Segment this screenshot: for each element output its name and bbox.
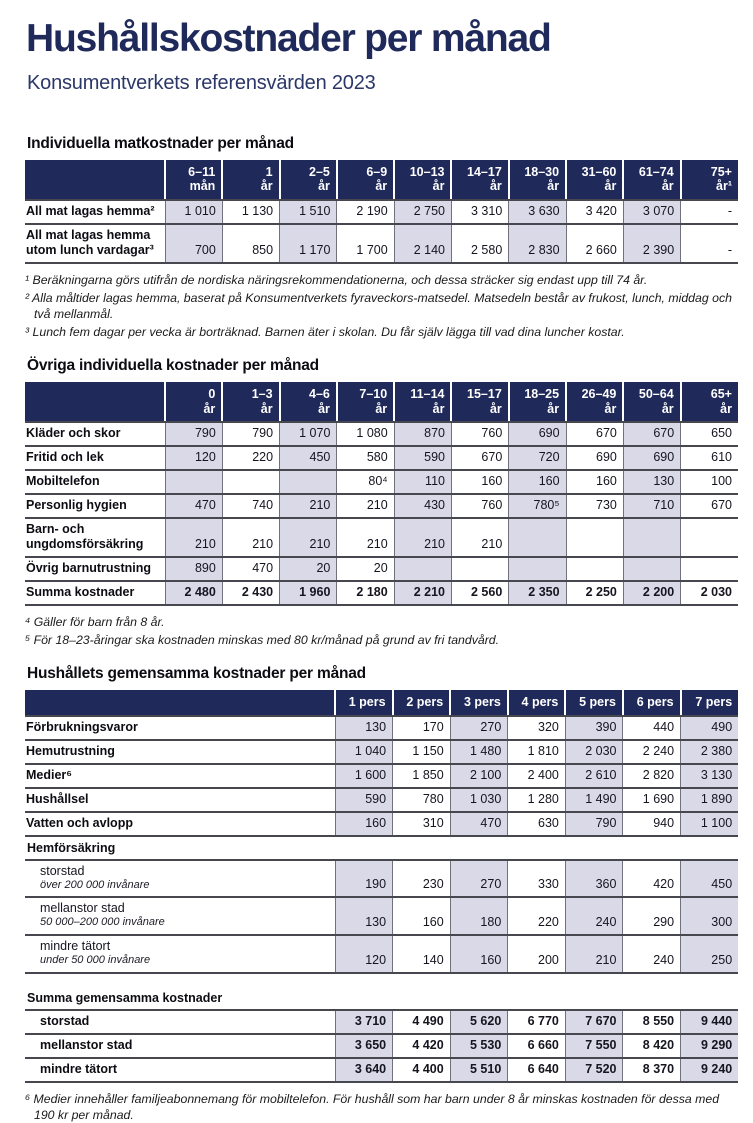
row-label-cell: Hemutrustning [25,740,335,764]
value-cell: 210 [165,518,222,557]
value-cell: 490 [681,716,739,740]
value-cell: 2 560 [451,581,508,605]
column-header-cell: 7–10 år [337,382,394,422]
value-cell: 9 240 [681,1058,739,1082]
value-cell: 2 610 [565,764,623,788]
column-header-cell: 11–14 år [394,382,451,422]
value-cell: 690 [509,422,566,446]
value-cell: 1 170 [280,224,337,263]
value-cell: 1 030 [450,788,508,812]
value-cell: 160 [335,812,393,836]
value-cell [566,518,623,557]
table-row [25,557,738,581]
value-cell: 130 [623,470,680,494]
value-cell: 940 [623,812,681,836]
value-cell: 2 210 [394,581,451,605]
value-cell: 5 530 [450,1034,508,1058]
value-cell: 210 [337,518,394,557]
value-cell: 650 [681,422,738,446]
footnote-6: ⁶ Medier innehåller familjeabonnemang för mobiltelefon. För hushåll som har barn under 8 år minskas kostnaden för dessa med 190 kr per månad. [25,1091,720,1123]
value-cell: 1 040 [335,740,393,764]
value-cell: 390 [565,716,623,740]
value-cell: 5 510 [450,1058,508,1082]
value-cell: 2 190 [337,200,394,224]
value-cell: 7 670 [565,1010,623,1034]
column-header-cell: 5 pers [565,690,623,715]
table-row [25,836,738,860]
column-header-cell: 6–9 år [337,160,394,200]
value-cell: 3 130 [681,764,739,788]
row-label-cell: Kläder och skor [25,422,165,446]
table-row [25,1034,738,1058]
value-cell: 160 [393,897,451,935]
value-cell: 670 [451,446,508,470]
column-header-cell: 4–6 år [280,382,337,422]
value-cell: 6 640 [508,1058,566,1082]
table-row [25,446,738,470]
value-cell: 2 250 [566,581,623,605]
value-cell: 160 [509,470,566,494]
value-cell: 670 [566,422,623,446]
column-header-cell: 2–5 år [280,160,337,200]
column-header-cell: 18–30 år [509,160,566,200]
value-cell: 420 [623,860,681,898]
value-cell [394,557,451,581]
row-label-cell: Personlig hygien [25,494,165,518]
value-cell: 450 [280,446,337,470]
group-header-cell: Summa gemensamma kostnader [25,987,738,1010]
value-cell: 590 [394,446,451,470]
table-corner-cell [25,382,165,422]
value-cell [509,518,566,557]
value-cell: 290 [623,897,681,935]
value-cell: 5 620 [450,1010,508,1034]
value-cell: 210 [280,494,337,518]
table-corner-cell [25,160,165,200]
value-cell [623,518,680,557]
value-cell: 2 030 [565,740,623,764]
value-cell: 2 660 [566,224,623,263]
value-cell: 2 100 [450,764,508,788]
table-row [25,740,738,764]
value-cell: 7 520 [565,1058,623,1082]
footnote-5: ⁵ För 18–23-åringar ska kostnaden minskas med 80 kr/månad på grund av fri tandvård. [25,633,500,648]
column-header-cell: 1–3 år [222,382,279,422]
value-cell: - [681,200,738,224]
value-cell: 360 [565,860,623,898]
row-label-cell: Vatten och avlopp [25,812,335,836]
value-cell: 210 [451,518,508,557]
value-cell: 890 [165,557,222,581]
column-header-cell: 0 år [165,382,222,422]
column-header-cell: 7 pers [681,690,739,715]
value-cell: 870 [394,422,451,446]
value-cell: 700 [165,224,222,263]
value-cell: 8 550 [623,1010,681,1034]
footnote-1: ¹ Beräkningarna görs utifrån de nordiska näringsrekommendationerna, och dessa sträcker sig endast upp till 74 år. [25,272,648,287]
value-cell: 610 [681,446,738,470]
value-cell [222,470,279,494]
value-cell: 240 [565,897,623,935]
table-row [25,788,738,812]
row-label-cell: All mat lagas hemma² [25,200,165,224]
value-cell: 2 750 [394,200,451,224]
value-cell: 780⁵ [509,494,566,518]
value-cell: 320 [508,716,566,740]
section-household-heading: Hushållets gemensamma kostnader per månad [27,665,366,683]
value-cell: 7 550 [565,1034,623,1058]
table-header-row [25,160,738,200]
row-label-cell: mellanstor stad 50 000–200 000 invånare [25,897,335,935]
value-cell: 310 [393,812,451,836]
value-cell: 2 580 [451,224,508,263]
value-cell: 2 400 [508,764,566,788]
value-cell: - [681,224,738,263]
row-label-cell: Förbrukningsvaror [25,716,335,740]
household-costs-table [25,690,738,974]
value-cell: 8 420 [623,1034,681,1058]
value-cell: 4 490 [393,1010,451,1034]
value-cell: 790 [565,812,623,836]
table-row [25,1058,738,1082]
column-header-cell: 2 pers [393,690,451,715]
value-cell: 20 [280,557,337,581]
other-footnotes [25,614,738,648]
value-cell: 210 [222,518,279,557]
value-cell: 160 [566,470,623,494]
value-cell: 3 070 [623,200,680,224]
value-cell: 1 080 [337,422,394,446]
table-row [25,470,738,494]
column-header-cell: 31–60 år [566,160,623,200]
value-cell: 690 [623,446,680,470]
section-food-costs [25,135,738,340]
value-cell: 470 [222,557,279,581]
table-row [25,494,738,518]
value-cell: 2 480 [165,581,222,605]
row-label-cell: Övrig barnutrustning [25,557,165,581]
value-cell: 580 [337,446,394,470]
value-cell: 210 [394,518,451,557]
page-subtitle: Konsumentverkets referensvärden 2023 [27,72,376,95]
table-row [25,224,738,263]
row-label-cell: Summa kostnader [25,581,165,605]
value-cell: 590 [335,788,393,812]
value-cell: 6 770 [508,1010,566,1034]
value-cell: 330 [508,860,566,898]
row-label-cell: Mobiltelefon [25,470,165,494]
value-cell [165,470,222,494]
table-row [25,860,738,898]
value-cell: 270 [450,716,508,740]
value-cell: 1 510 [280,200,337,224]
value-cell [681,518,738,557]
footnote-2: ² Alla måltider lagas hemma, baserat på Konsumentverkets fyraveckors-matsedel. Matsedeln består av frukost, lunch, middag och två mellanmål. [25,290,732,322]
value-cell: 2 380 [681,740,739,764]
value-cell: 80⁴ [337,470,394,494]
value-cell: 270 [450,860,508,898]
value-cell: 210 [337,494,394,518]
value-cell: 250 [681,935,739,973]
value-cell: 2 830 [509,224,566,263]
column-header-cell: 61–74 år [623,160,680,200]
value-cell: 300 [681,897,739,935]
table-row [25,935,738,973]
value-cell: 690 [566,446,623,470]
value-cell: 760 [451,494,508,518]
value-cell: 1 810 [508,740,566,764]
row-label-cell: mindre tätort under 50 000 invånare [25,935,335,973]
value-cell [566,557,623,581]
value-cell: 630 [508,812,566,836]
value-cell: 760 [451,422,508,446]
table-header-row [25,690,738,715]
value-cell: 1 890 [681,788,739,812]
value-cell [623,557,680,581]
row-label-cell: Fritid och lek [25,446,165,470]
value-cell: 220 [508,897,566,935]
value-cell: 780 [393,788,451,812]
value-cell: 230 [393,860,451,898]
value-cell: 3 640 [335,1058,393,1082]
column-header-cell: 15–17 år [451,382,508,422]
column-header-cell: 6 pers [623,690,681,715]
value-cell: 130 [335,716,393,740]
value-cell: 2 200 [623,581,680,605]
value-cell: 120 [335,935,393,973]
value-cell: 3 310 [451,200,508,224]
page-title: Hushållskostnader per månad [26,17,551,60]
section-household-common-costs [25,665,738,1123]
value-cell: 210 [280,518,337,557]
value-cell: 450 [681,860,739,898]
value-cell: 20 [337,557,394,581]
value-cell: 200 [508,935,566,973]
value-cell: 1 100 [681,812,739,836]
value-cell: 850 [222,224,279,263]
table-row [25,764,738,788]
footnote-4: ⁴ Gäller för barn från 8 år. [25,614,165,629]
row-label-cell: storstad [25,1010,335,1034]
column-header-cell: 10–13 år [394,160,451,200]
value-cell: 170 [393,716,451,740]
value-cell: 4 420 [393,1034,451,1058]
row-label-cell: Barn- och ungdomsförsäkring [25,518,165,557]
value-cell: 3 630 [509,200,566,224]
table-row [25,716,738,740]
table-row [25,1010,738,1034]
value-cell: 1 150 [393,740,451,764]
value-cell [509,557,566,581]
value-cell: 790 [165,422,222,446]
column-header-cell: 65+ år [681,382,738,422]
column-header-cell: 1 pers [335,690,393,715]
value-cell: 220 [222,446,279,470]
column-header-cell: 3 pers [450,690,508,715]
value-cell: 9 440 [681,1010,739,1034]
value-cell: 2 390 [623,224,680,263]
value-cell: 790 [222,422,279,446]
table-row [25,812,738,836]
row-label-cell: All mat lagas hemma utom lunch vardagar³ [25,224,165,263]
value-cell: 2 030 [681,581,738,605]
value-cell: 440 [623,716,681,740]
row-label-cell: Medier⁶ [25,764,335,788]
value-cell: 2 240 [623,740,681,764]
column-header-cell: 1 år [222,160,279,200]
column-header-cell: 26–49 år [566,382,623,422]
value-cell: 430 [394,494,451,518]
value-cell: 190 [335,860,393,898]
value-cell: 1 960 [280,581,337,605]
value-cell [681,557,738,581]
table-row [25,422,738,446]
group-header-cell: Hemförsäkring [25,836,738,860]
value-cell: 2 180 [337,581,394,605]
value-cell: 8 370 [623,1058,681,1082]
row-label-cell: mindre tätort [25,1058,335,1082]
food-footnotes [25,272,738,341]
table-corner-cell [25,690,335,715]
value-cell: 110 [394,470,451,494]
row-label-cell: Hushållsel [25,788,335,812]
value-cell: 3 420 [566,200,623,224]
value-cell: 1 130 [222,200,279,224]
value-cell: 1 850 [393,764,451,788]
value-cell: 2 820 [623,764,681,788]
value-cell: 470 [450,812,508,836]
table-row [25,987,738,1010]
value-cell: 180 [450,897,508,935]
value-cell: 740 [222,494,279,518]
household-summary-table [25,987,738,1083]
column-header-cell: 4 pers [508,690,566,715]
value-cell: 730 [566,494,623,518]
value-cell: 4 400 [393,1058,451,1082]
value-cell: 1 480 [450,740,508,764]
section-other-individual-costs [25,357,738,648]
table-row [25,581,738,605]
household-footnotes [25,1091,738,1123]
value-cell: 160 [450,935,508,973]
value-cell: 1 690 [623,788,681,812]
value-cell: 160 [451,470,508,494]
other-costs-table [25,382,738,606]
value-cell: 3 650 [335,1034,393,1058]
value-cell: 240 [623,935,681,973]
value-cell: 1 010 [165,200,222,224]
footnote-3: ³ Lunch fem dagar per vecka är borträknad. Barnen äter i skolan. Du får själv lägga till vad dina luncher kostar. [25,325,625,340]
value-cell: 3 710 [335,1010,393,1034]
value-cell: 670 [623,422,680,446]
column-header-cell: 14–17 år [451,160,508,200]
column-header-cell: 50–64 år [623,382,680,422]
value-cell [280,470,337,494]
value-cell: 1 490 [565,788,623,812]
value-cell: 100 [681,470,738,494]
value-cell: 1 070 [280,422,337,446]
column-header-cell: 75+ år¹ [681,160,738,200]
column-header-cell: 18–25 år [509,382,566,422]
value-cell: 1 280 [508,788,566,812]
value-cell: 720 [509,446,566,470]
value-cell: 670 [681,494,738,518]
section-food-heading: Individuella matkostnader per månad [27,135,294,153]
row-label-cell: mellanstor stad [25,1034,335,1058]
value-cell: 2 350 [509,581,566,605]
section-other-heading: Övriga individuella kostnader per månad [27,357,319,375]
value-cell: 9 290 [681,1034,739,1058]
value-cell: 710 [623,494,680,518]
value-cell: 470 [165,494,222,518]
value-cell: 140 [393,935,451,973]
table-header-row [25,382,738,422]
value-cell: 6 660 [508,1034,566,1058]
column-header-cell: 6–11 mån [165,160,222,200]
value-cell: 130 [335,897,393,935]
value-cell [451,557,508,581]
value-cell: 1 600 [335,764,393,788]
value-cell: 210 [565,935,623,973]
food-costs-table [25,160,738,264]
value-cell: 2 140 [394,224,451,263]
table-row [25,518,738,557]
table-row [25,897,738,935]
value-cell: 2 430 [222,581,279,605]
value-cell: 1 700 [337,224,394,263]
row-label-cell: storstad över 200 000 invånare [25,860,335,898]
table-row [25,200,738,224]
value-cell: 120 [165,446,222,470]
